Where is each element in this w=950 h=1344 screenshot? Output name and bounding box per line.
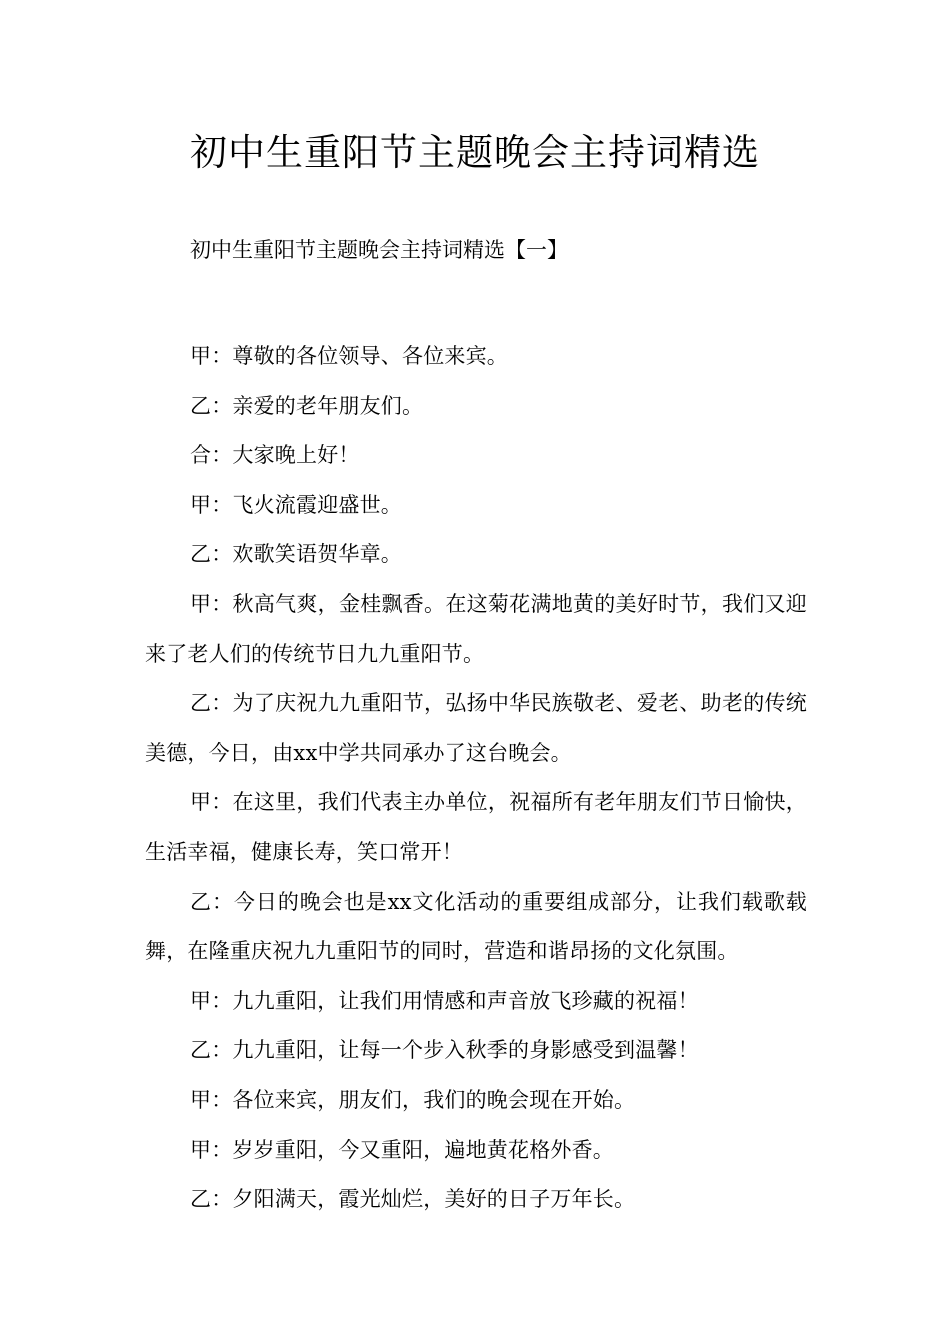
document-body xyxy=(145,332,807,1225)
paragraph: 乙：为了庆祝九九重阳节，弘扬中华民族敬老、爱老、助老的传统美德，今日，由xx中学共同承办了这台晚会。 xyxy=(145,691,807,765)
paragraph: 甲：岁岁重阳，今又重阳，遍地黄花格外香。 xyxy=(190,1137,614,1162)
paragraph: 甲：飞火流霞迎盛世。 xyxy=(190,492,402,517)
paragraph: 合：大家晚上好！ xyxy=(190,443,360,468)
paragraph: 甲：九九重阳，让我们用情感和声音放飞珍藏的祝福！ xyxy=(190,988,699,1013)
paragraph: 乙：九九重阳，让每一个步入秋季的身影感受到温馨！ xyxy=(190,1038,699,1063)
paragraph: 甲：尊敬的各位领导、各位来宾。 xyxy=(190,344,508,368)
document-title: 初中生重阳节主题晚会主持词精选 xyxy=(190,131,760,174)
paragraph: 乙：亲爱的老年朋友们。 xyxy=(190,393,424,418)
paragraph: 甲：各位来宾，朋友们，我们的晚会现在开始。 xyxy=(190,1087,636,1112)
paragraph: 乙：今日的晚会也是xx文化活动的重要组成部分，让我们载歌载舞，在隆重庆祝九九重阳节的同时，营造和谐昂扬的文化氛围。 xyxy=(145,889,807,964)
section-heading: 初中生重阳节主题晚会主持词精选【一】 xyxy=(190,238,568,262)
paragraph: 乙：欢歌笑语贺华章。 xyxy=(190,542,402,567)
paragraph: 甲：在这里，我们代表主办单位，祝福所有老年朋友们节日愉快，生活幸福，健康长寿，笑口常开！ xyxy=(145,790,807,864)
paragraph: 乙：夕阳满天，霞光灿烂，美好的日子万年长。 xyxy=(190,1187,636,1212)
paragraph: 甲：秋高气爽，金桂飘香。在这菊花满地黄的美好时节，我们又迎来了老人们的传统节日九九重阳节。 xyxy=(145,591,807,666)
